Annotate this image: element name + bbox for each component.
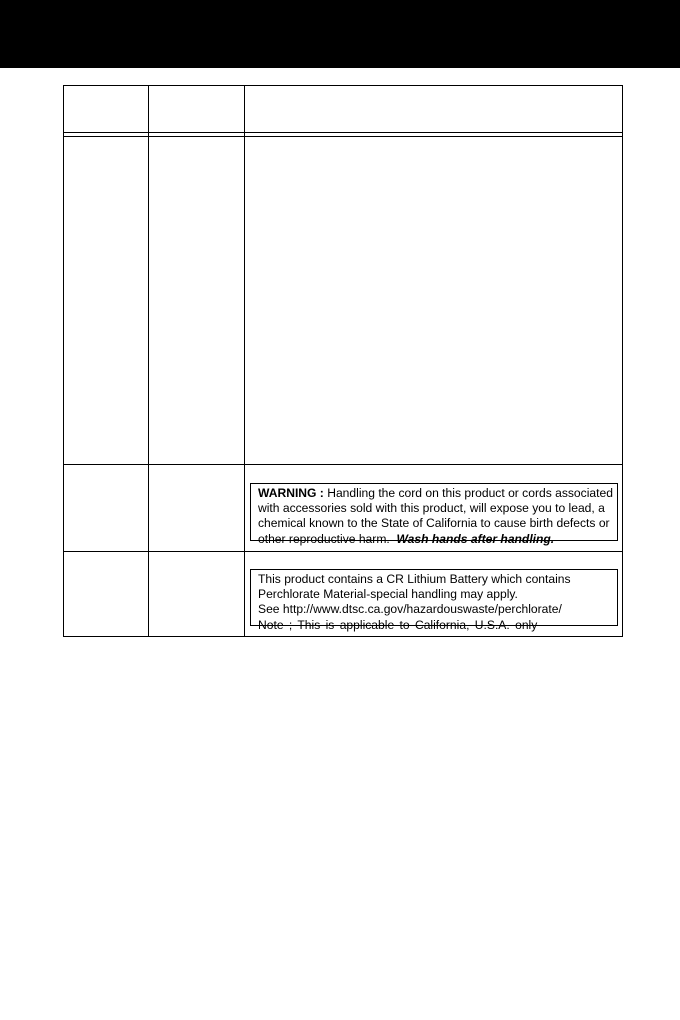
warning-line-1 (258, 486, 611, 501)
header-rule-upper (64, 132, 622, 133)
row-divider-1 (64, 464, 622, 465)
warning-line-4-text: other reproductive harm. (258, 531, 390, 546)
specification-table (63, 85, 623, 637)
lead-warning-notice (250, 483, 618, 546)
column-divider-2 (244, 86, 245, 636)
header-bar (0, 0, 680, 68)
column-divider-1 (148, 86, 149, 636)
battery-line-1: This product contains a CR Lithium Battery which contains (258, 572, 571, 586)
battery-line-2: Perchlorate Material-special handling may apply. (258, 587, 518, 602)
perchlorate-battery-notice (250, 569, 618, 632)
battery-line-4: Note ; This is applicable to California, U.S.A. only (258, 617, 538, 632)
warning-line-4 (258, 532, 611, 547)
warning-line-3: chemical known to the State of California to cause birth defects or (258, 516, 610, 531)
row-divider-2 (64, 551, 622, 552)
warning-label: WARNING : (258, 486, 324, 500)
wash-hands-note: Wash hands after handling. (396, 531, 555, 546)
battery-line-3: See http://www.dtsc.ca.gov/hazardouswaste/perchlorate/ (258, 602, 562, 617)
header-rule-lower (64, 136, 622, 137)
warning-line-1-text: Handling the cord on this product or cords associated (327, 486, 613, 500)
warning-line-2: with accessories sold with this product, will expose you to lead, a (258, 501, 605, 516)
